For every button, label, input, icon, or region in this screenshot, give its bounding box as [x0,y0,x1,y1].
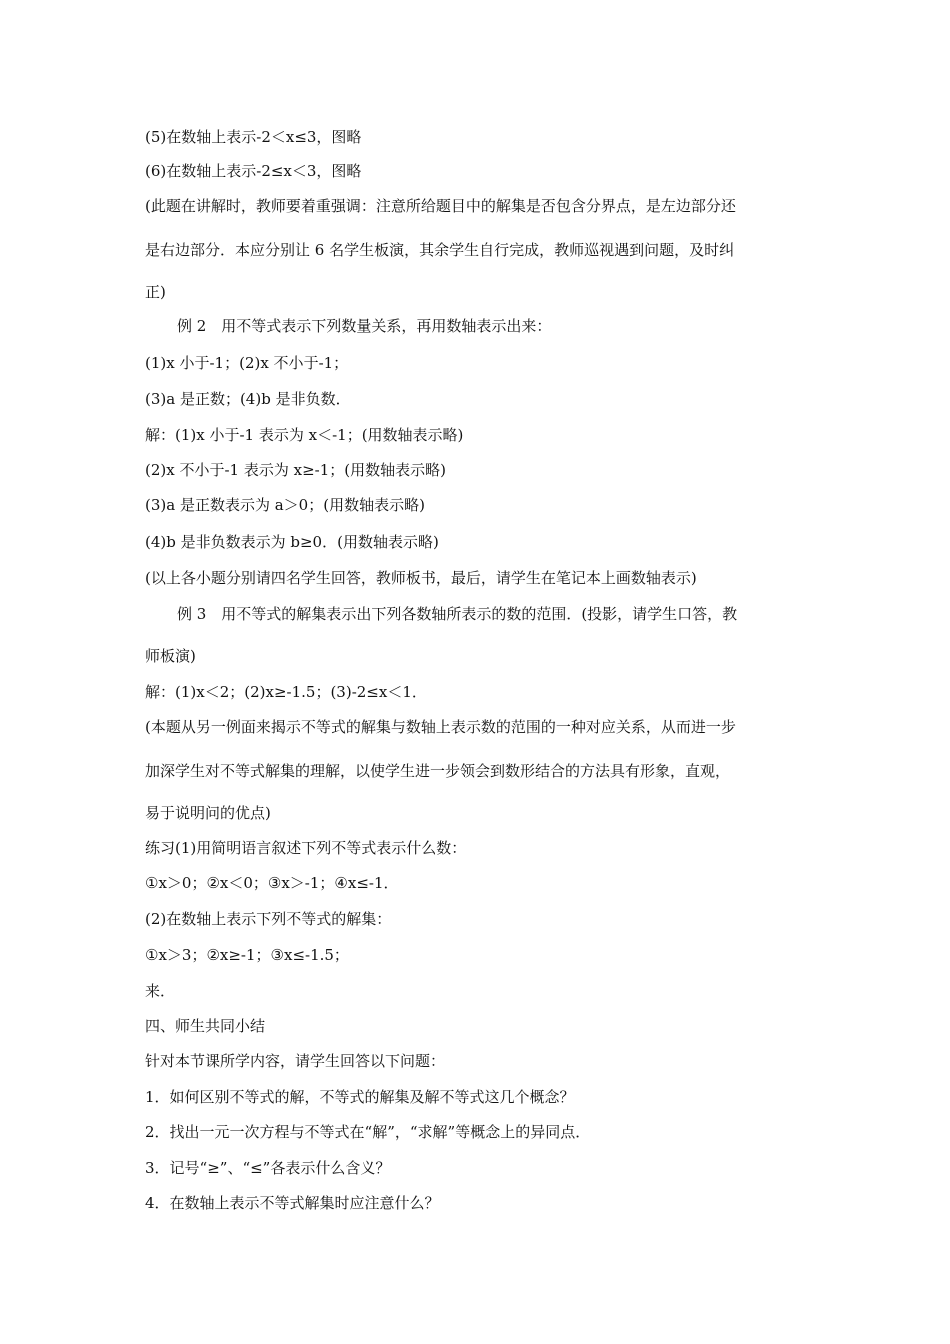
text-line-exercise1-items: ①x＞0；②x＜0；③x＞-1；④x≤-1． [145,874,399,892]
text-line-note1-c: 正) [145,283,166,301]
question-3: 3．记号“≥”、“≤”各表示什么含义？ [145,1159,391,1177]
text-line-lai: 来． [145,982,176,1000]
text-line-ex2-q2: (3)a 是正数；(4)b 是非负数． [145,390,351,408]
section-heading-summary: 四、师生共同小结 [145,1017,266,1035]
text-line-summary-intro: 针对本节课所学内容，请学生回答以下问题： [145,1052,446,1070]
text-line-ex2-a4: (4)b 是非负数表示为 b≥0．(用数轴表示略) [145,533,439,551]
text-line-note3-a: (本题从另一例面来揭示不等式的解集与数轴上表示数的范围的一种对应关系，从而进一步 [145,718,736,736]
text-line-ex3-cont: 师板演) [145,647,196,665]
text-line-item5: (5)在数轴上表示-2＜x≤3，图略 [145,128,362,146]
question-1: 1．如何区别不等式的解，不等式的解集及解不等式这几个概念？ [145,1088,575,1106]
example-3-heading: 例 3 用不等式的解集表示出下列各数轴所表示的数的范围．(投影，请学生口答，教 [177,605,738,623]
text-line-exercise1: 练习(1)用简明语言叙述下列不等式表示什么数： [145,839,467,857]
text-line-ex2-a1: 解：(1)x 小于-1 表示为 x＜-1；(用数轴表示略) [145,426,464,444]
text-line-ex2-a3: (3)a 是正数表示为 a＞0；(用数轴表示略) [145,496,425,514]
text-line-note2: (以上各小题分别请四名学生回答，教师板书，最后，请学生在笔记本上画数轴表示) [145,569,697,587]
text-line-item6: (6)在数轴上表示-2≤x＜3，图略 [145,162,362,180]
text-line-note1-a: (此题在讲解时，教师要着重强调：注意所给题目中的解集是否包含分界点，是左边部分还 [145,197,736,215]
text-line-note3-b: 加深学生对不等式解集的理解，以使学生进一步领会到数形结合的方法具有形象，直观， [145,762,731,780]
question-2: 2．找出一元一次方程与不等式在“解”，“求解”等概念上的异同点． [145,1123,591,1141]
text-line-ex2-a2: (2)x 不小于-1 表示为 x≥-1；(用数轴表示略) [145,461,446,479]
text-line-note3-c: 易于说明问的优点) [145,804,271,822]
question-4: 4．在数轴上表示不等式解集时应注意什么？ [145,1194,440,1212]
text-line-exercise2-items: ①x＞3；②x≥-1；③x≤-1.5； [145,946,349,964]
text-line-exercise2: (2)在数轴上表示下列不等式的解集： [145,910,392,928]
example-2-heading: 例 2 用不等式表示下列数量关系，再用数轴表示出来： [177,317,552,335]
text-line-ex3-answer: 解：(1)x＜2；(2)x≥-1.5；(3)-2≤x＜1． [145,683,427,701]
text-line-note1-b: 是右边部分．本应分别让 6 名学生板演，其余学生自行完成，教师巡视遇到问题，及时纠 [145,241,735,259]
text-line-ex2-q1: (1)x 小于-1；(2)x 不小于-1； [145,354,349,372]
